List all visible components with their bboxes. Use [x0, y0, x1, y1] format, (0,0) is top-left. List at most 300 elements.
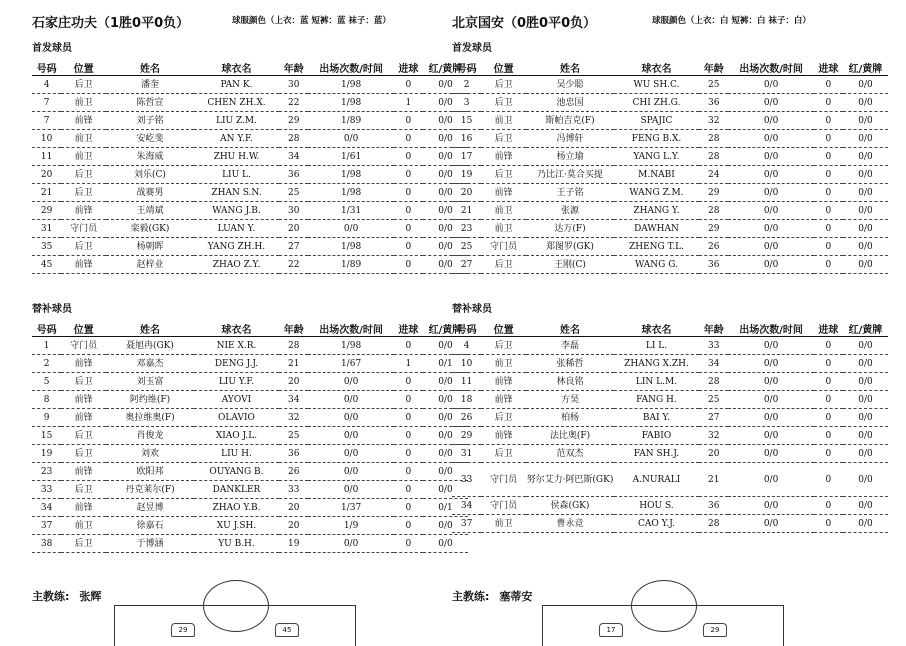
cell-number: 1 [32, 337, 61, 355]
cell-appearances: 1/98 [308, 337, 393, 355]
cell-age: 32 [279, 409, 308, 427]
cell-appearances: 0/0 [308, 445, 393, 463]
cell-name: 柏杨 [526, 409, 614, 427]
cell-name: 努尔艾力·阿巴斯(GK) [526, 463, 614, 497]
cell-position: 后卫 [61, 76, 106, 94]
cell-number: 19 [32, 445, 61, 463]
table-row [32, 112, 468, 130]
cell-age: 33 [699, 337, 728, 355]
cell-name: 林良铭 [526, 373, 614, 391]
cell-cards: 0/0 [423, 373, 468, 391]
cell-position: 后卫 [481, 256, 526, 274]
cell-name: 王刚(C) [526, 256, 614, 274]
cell-shirt-name: CHEN ZH.X. [194, 94, 279, 112]
cell-cards: 0/0 [843, 373, 888, 391]
cell-cards: 0/0 [843, 94, 888, 112]
cell-age: 29 [699, 220, 728, 238]
cell-age: 34 [279, 148, 308, 166]
cell-shirt-name: OUYANG B. [194, 463, 279, 481]
cell-age: 19 [279, 535, 308, 553]
cell-shirt-name: AYOVI [194, 391, 279, 409]
cell-appearances: 0/0 [728, 184, 813, 202]
starters-label: 首发球员 [32, 43, 72, 54]
cell-position: 前锋 [481, 373, 526, 391]
cell-goals: 0 [814, 202, 843, 220]
cell-name: 方昊 [526, 391, 614, 409]
cell-age: 29 [699, 184, 728, 202]
cell-goals: 0 [394, 184, 423, 202]
cell-number: 8 [32, 391, 61, 409]
cell-position: 前锋 [481, 184, 526, 202]
cell-number: 34 [452, 497, 481, 515]
table-header-row [452, 60, 888, 76]
cell-name: 刘欢 [106, 445, 194, 463]
coach-label: 主教练: [32, 590, 70, 603]
cell-appearances: 0/0 [308, 373, 393, 391]
cell-position: 后卫 [481, 166, 526, 184]
cell-position: 后卫 [481, 445, 526, 463]
cell-goals: 0 [394, 112, 423, 130]
cell-cards: 0/0 [843, 220, 888, 238]
table-row [452, 184, 888, 202]
cell-appearances: 0/0 [728, 463, 813, 497]
cell-appearances: 0/0 [728, 497, 813, 515]
column-header-goals: 进球 [394, 60, 423, 76]
cell-position: 前锋 [481, 391, 526, 409]
cell-cards: 0/0 [843, 355, 888, 373]
cell-shirt-name: YANG ZH.H. [194, 238, 279, 256]
cell-number: 7 [32, 112, 61, 130]
starters-table [452, 60, 888, 274]
cell-shirt-name: CAO Y.J. [614, 515, 699, 533]
cell-name: 池忠国 [526, 94, 614, 112]
column-header-age: 年龄 [699, 60, 728, 76]
player-shirt-icon: 45 [275, 623, 299, 637]
cell-name: 聂旭冉(GK) [106, 337, 194, 355]
table-row [32, 409, 468, 427]
cell-goals: 0 [394, 535, 423, 553]
cell-appearances: 1/37 [308, 499, 393, 517]
column-header-cards: 红/黄牌 [843, 60, 888, 76]
cell-shirt-name: AN Y.F. [194, 130, 279, 148]
cell-age: 34 [699, 355, 728, 373]
coach-label: 主教练: [452, 590, 490, 603]
cell-age: 28 [699, 130, 728, 148]
cell-number: 33 [452, 463, 481, 497]
cell-appearances: 1/89 [308, 256, 393, 274]
cell-appearances: 0/0 [728, 373, 813, 391]
cell-cards: 0/0 [423, 166, 468, 184]
cell-position: 后卫 [481, 76, 526, 94]
cell-name: 潘奎 [106, 76, 194, 94]
table-row [452, 202, 888, 220]
table-row [32, 94, 468, 112]
cell-goals: 0 [814, 497, 843, 515]
cell-number: 2 [452, 76, 481, 94]
player-shirt-icon: 29 [171, 623, 195, 637]
table-row [32, 445, 468, 463]
table-row [452, 427, 888, 445]
cell-position: 后卫 [61, 238, 106, 256]
cell-cards: 0/0 [423, 76, 468, 94]
column-header-age: 年龄 [279, 321, 308, 337]
cell-goals: 0 [394, 130, 423, 148]
column-header-number: 号码 [32, 321, 61, 337]
cell-position: 前锋 [61, 463, 106, 481]
cell-number: 26 [452, 409, 481, 427]
cell-age: 20 [279, 517, 308, 535]
cell-number: 16 [452, 130, 481, 148]
column-header-age: 年龄 [279, 60, 308, 76]
cell-goals: 0 [814, 445, 843, 463]
cell-position: 后卫 [61, 166, 106, 184]
cell-shirt-name: LIU L. [194, 166, 279, 184]
team-header [452, 12, 888, 30]
cell-age: 20 [279, 499, 308, 517]
cell-position: 前锋 [481, 148, 526, 166]
cell-shirt-name: ZHAO Y.B. [194, 499, 279, 517]
cell-position: 后卫 [61, 427, 106, 445]
cell-shirt-name: LIU Z.M. [194, 112, 279, 130]
cell-age: 26 [699, 238, 728, 256]
cell-age: 20 [279, 220, 308, 238]
cell-cards: 0/0 [423, 238, 468, 256]
cell-cards: 0/0 [423, 463, 468, 481]
cell-appearances: 0/0 [728, 220, 813, 238]
column-header-position: 位置 [61, 60, 106, 76]
cell-appearances: 0/0 [308, 535, 393, 553]
table-row [452, 463, 888, 497]
cell-appearances: 1/31 [308, 202, 393, 220]
cell-name: 于博涵 [106, 535, 194, 553]
cell-age: 30 [279, 202, 308, 220]
table-row [452, 497, 888, 515]
cell-shirt-name: FENG B.X. [614, 130, 699, 148]
cell-number: 19 [452, 166, 481, 184]
cell-goals: 0 [394, 238, 423, 256]
cell-goals: 0 [394, 463, 423, 481]
table-row [32, 220, 468, 238]
cell-cards: 0/0 [843, 76, 888, 94]
cell-number: 45 [32, 256, 61, 274]
cell-shirt-name: XU J.SH. [194, 517, 279, 535]
cell-position: 前锋 [61, 499, 106, 517]
cell-shirt-name: LIU H. [194, 445, 279, 463]
cell-number: 29 [32, 202, 61, 220]
cell-name: 杨朝晖 [106, 238, 194, 256]
cell-number: 31 [452, 445, 481, 463]
cell-age: 24 [699, 166, 728, 184]
cell-position: 前锋 [481, 427, 526, 445]
table-row [452, 130, 888, 148]
cell-cards: 0/0 [843, 148, 888, 166]
cell-number: 10 [32, 130, 61, 148]
cell-age: 32 [699, 427, 728, 445]
cell-goals: 0 [814, 166, 843, 184]
cell-appearances: 0/0 [728, 355, 813, 373]
table-row [32, 535, 468, 553]
cell-name: 肖俊龙 [106, 427, 194, 445]
table-row [32, 373, 468, 391]
cell-age: 27 [699, 409, 728, 427]
table-row [32, 355, 468, 373]
cell-goals: 0 [394, 481, 423, 499]
starters-label: 首发球员 [452, 43, 492, 54]
cell-shirt-name: ZHAN S.N. [194, 184, 279, 202]
cell-position: 前锋 [61, 256, 106, 274]
cell-appearances: 0/0 [728, 166, 813, 184]
cell-number: 2 [32, 355, 61, 373]
cell-cards: 0/0 [423, 535, 468, 553]
cell-goals: 0 [394, 148, 423, 166]
cell-cards: 0/0 [423, 427, 468, 445]
cell-number: 4 [32, 76, 61, 94]
cell-goals: 0 [814, 184, 843, 202]
cell-name: 张源 [526, 202, 614, 220]
cell-goals: 0 [814, 427, 843, 445]
cell-number: 4 [452, 337, 481, 355]
table-header-row [32, 321, 468, 337]
cell-number: 10 [452, 355, 481, 373]
cell-number: 7 [32, 94, 61, 112]
cell-cards: 0/0 [423, 409, 468, 427]
table-row [452, 238, 888, 256]
cell-cards: 0/0 [423, 337, 468, 355]
cell-appearances: 0/0 [728, 130, 813, 148]
cell-shirt-name: WANG J.B. [194, 202, 279, 220]
cell-age: 28 [279, 337, 308, 355]
column-header-name: 姓名 [106, 321, 194, 337]
table-row [32, 166, 468, 184]
cell-name: 刘玉富 [106, 373, 194, 391]
cell-shirt-name: WU SH.C. [614, 76, 699, 94]
column-header-position: 位置 [481, 321, 526, 337]
cell-age: 28 [699, 373, 728, 391]
table-row [452, 256, 888, 274]
cell-shirt-name: A.NURALI [614, 463, 699, 497]
column-header-number: 号码 [452, 321, 481, 337]
cell-name: 李磊 [526, 337, 614, 355]
cell-appearances: 1/9 [308, 517, 393, 535]
cell-age: 36 [279, 445, 308, 463]
cell-position: 后卫 [481, 337, 526, 355]
cell-goals: 0 [814, 238, 843, 256]
cell-number: 21 [32, 184, 61, 202]
formation-pitch [542, 605, 784, 646]
cell-shirt-name: FAN SH.J. [614, 445, 699, 463]
cell-appearances: 0/0 [308, 427, 393, 445]
cell-goals: 0 [814, 148, 843, 166]
cell-number: 37 [452, 515, 481, 533]
cell-goals: 0 [814, 337, 843, 355]
cell-goals: 0 [394, 445, 423, 463]
cell-name: 欧阳邦 [106, 463, 194, 481]
cell-cards: 0/0 [843, 409, 888, 427]
cell-name: 范双杰 [526, 445, 614, 463]
cell-goals: 0 [394, 373, 423, 391]
team-header [32, 12, 468, 30]
cell-age: 22 [279, 94, 308, 112]
cell-age: 27 [279, 238, 308, 256]
subs-label: 替补球员 [452, 304, 492, 315]
cell-position: 前卫 [481, 112, 526, 130]
cell-cards: 0/0 [843, 184, 888, 202]
cell-goals: 0 [814, 130, 843, 148]
cell-shirt-name: WANG Z.M. [614, 184, 699, 202]
cell-appearances: 1/98 [308, 184, 393, 202]
cell-cards: 0/0 [423, 130, 468, 148]
cell-shirt-name: LIN L.M. [614, 373, 699, 391]
column-header-position: 位置 [61, 321, 106, 337]
cell-cards: 0/0 [423, 184, 468, 202]
starters-table [32, 60, 468, 274]
cell-appearances: 0/0 [728, 337, 813, 355]
cell-position: 守门员 [481, 497, 526, 515]
cell-cards: 0/1 [423, 499, 468, 517]
cell-shirt-name: FABIO [614, 427, 699, 445]
cell-shirt-name: CHI ZH.G. [614, 94, 699, 112]
column-header-shirt-name: 球衣名 [614, 321, 699, 337]
cell-name: 冯博轩 [526, 130, 614, 148]
cell-cards: 0/0 [843, 202, 888, 220]
cell-shirt-name: DENG J.J. [194, 355, 279, 373]
cell-appearances: 0/0 [308, 409, 393, 427]
cell-number: 23 [452, 220, 481, 238]
table-row [452, 220, 888, 238]
cell-goals: 0 [394, 499, 423, 517]
table-row [452, 76, 888, 94]
cell-position: 前锋 [61, 355, 106, 373]
table-row [452, 148, 888, 166]
cell-appearances: 0/0 [728, 202, 813, 220]
cell-number: 9 [32, 409, 61, 427]
cell-name: 安屹斐 [106, 130, 194, 148]
cell-age: 28 [279, 130, 308, 148]
cell-appearances: 0/0 [728, 445, 813, 463]
cell-position: 前卫 [61, 94, 106, 112]
cell-appearances: 0/0 [308, 463, 393, 481]
column-header-appearances: 出场次数/时间 [308, 321, 393, 337]
cell-appearances: 1/98 [308, 238, 393, 256]
cell-goals: 0 [814, 256, 843, 274]
cell-goals: 0 [814, 76, 843, 94]
table-row [452, 355, 888, 373]
cell-name: 邓嘉杰 [106, 355, 194, 373]
cell-number: 33 [32, 481, 61, 499]
cell-number: 29 [452, 427, 481, 445]
cell-age: 20 [279, 373, 308, 391]
cell-shirt-name: DAWHAN [614, 220, 699, 238]
cell-age: 25 [279, 184, 308, 202]
table-row [32, 427, 468, 445]
cell-appearances: 0/0 [728, 76, 813, 94]
cell-name: 曹永竞 [526, 515, 614, 533]
cell-position: 前卫 [481, 515, 526, 533]
formation-pitch [114, 605, 356, 646]
cell-number: 20 [32, 166, 61, 184]
cell-goals: 0 [814, 409, 843, 427]
cell-position: 后卫 [61, 373, 106, 391]
cell-cards: 0/0 [843, 391, 888, 409]
cell-cards: 0/0 [843, 166, 888, 184]
coach [32, 588, 101, 604]
cell-position: 后卫 [481, 94, 526, 112]
cell-cards: 0/0 [423, 202, 468, 220]
cell-name: 斯帕吉克(F) [526, 112, 614, 130]
cell-name: 王子铭 [526, 184, 614, 202]
cell-shirt-name: PAN K. [194, 76, 279, 94]
cell-number: 5 [32, 373, 61, 391]
cell-position: 后卫 [61, 445, 106, 463]
cell-appearances: 0/0 [728, 427, 813, 445]
cell-position: 前锋 [61, 112, 106, 130]
cell-position: 后卫 [481, 409, 526, 427]
cell-goals: 0 [394, 256, 423, 274]
cell-number: 21 [452, 202, 481, 220]
cell-goals: 0 [394, 166, 423, 184]
cell-appearances: 0/0 [728, 238, 813, 256]
column-header-age: 年龄 [699, 321, 728, 337]
cell-name: 朱海威 [106, 148, 194, 166]
cell-age: 28 [699, 515, 728, 533]
kit-colors: 球服颜色（上衣：蓝 短裤：蓝 袜子：蓝） [232, 16, 391, 26]
cell-age: 33 [279, 481, 308, 499]
subs-label: 替补球员 [32, 304, 72, 315]
cell-cards: 0/0 [423, 481, 468, 499]
cell-shirt-name: XIAO J.L. [194, 427, 279, 445]
cell-position: 前卫 [481, 202, 526, 220]
team-title: 石家庄功夫（1胜0平0负） [32, 16, 190, 31]
column-header-goals: 进球 [394, 321, 423, 337]
cell-goals: 0 [814, 515, 843, 533]
table-row [32, 391, 468, 409]
column-header-number: 号码 [32, 60, 61, 76]
cell-goals: 0 [814, 373, 843, 391]
cell-position: 前卫 [61, 130, 106, 148]
cell-shirt-name: YANG L.Y. [614, 148, 699, 166]
column-header-cards: 红/黄牌 [843, 321, 888, 337]
cell-shirt-name: DANKLER [194, 481, 279, 499]
cell-appearances: 1/98 [308, 76, 393, 94]
cell-goals: 0 [814, 112, 843, 130]
cell-shirt-name: SPAJIC [614, 112, 699, 130]
cell-position: 后卫 [61, 481, 106, 499]
column-header-name: 姓名 [526, 321, 614, 337]
cell-appearances: 1/98 [308, 94, 393, 112]
cell-age: 21 [279, 355, 308, 373]
cell-number: 23 [32, 463, 61, 481]
cell-shirt-name: FANG H. [614, 391, 699, 409]
table-row [32, 148, 468, 166]
cell-appearances: 0/0 [728, 515, 813, 533]
cell-number: 25 [452, 238, 481, 256]
cell-position: 守门员 [481, 238, 526, 256]
cell-name: 徐嘉石 [106, 517, 194, 535]
player-shirt-icon: 29 [703, 623, 727, 637]
cell-goals: 0 [394, 220, 423, 238]
coach-name: 塞蒂安 [499, 590, 533, 603]
cell-position: 守门员 [481, 463, 526, 497]
cell-position: 前锋 [61, 202, 106, 220]
cell-cards: 0/0 [843, 256, 888, 274]
cell-age: 25 [699, 391, 728, 409]
cell-shirt-name: YU B.H. [194, 535, 279, 553]
cell-name: 王靖斌 [106, 202, 194, 220]
cell-goals: 0 [814, 220, 843, 238]
cell-cards: 0/0 [843, 337, 888, 355]
column-header-shirt-name: 球衣名 [194, 60, 279, 76]
cell-goals: 0 [394, 337, 423, 355]
